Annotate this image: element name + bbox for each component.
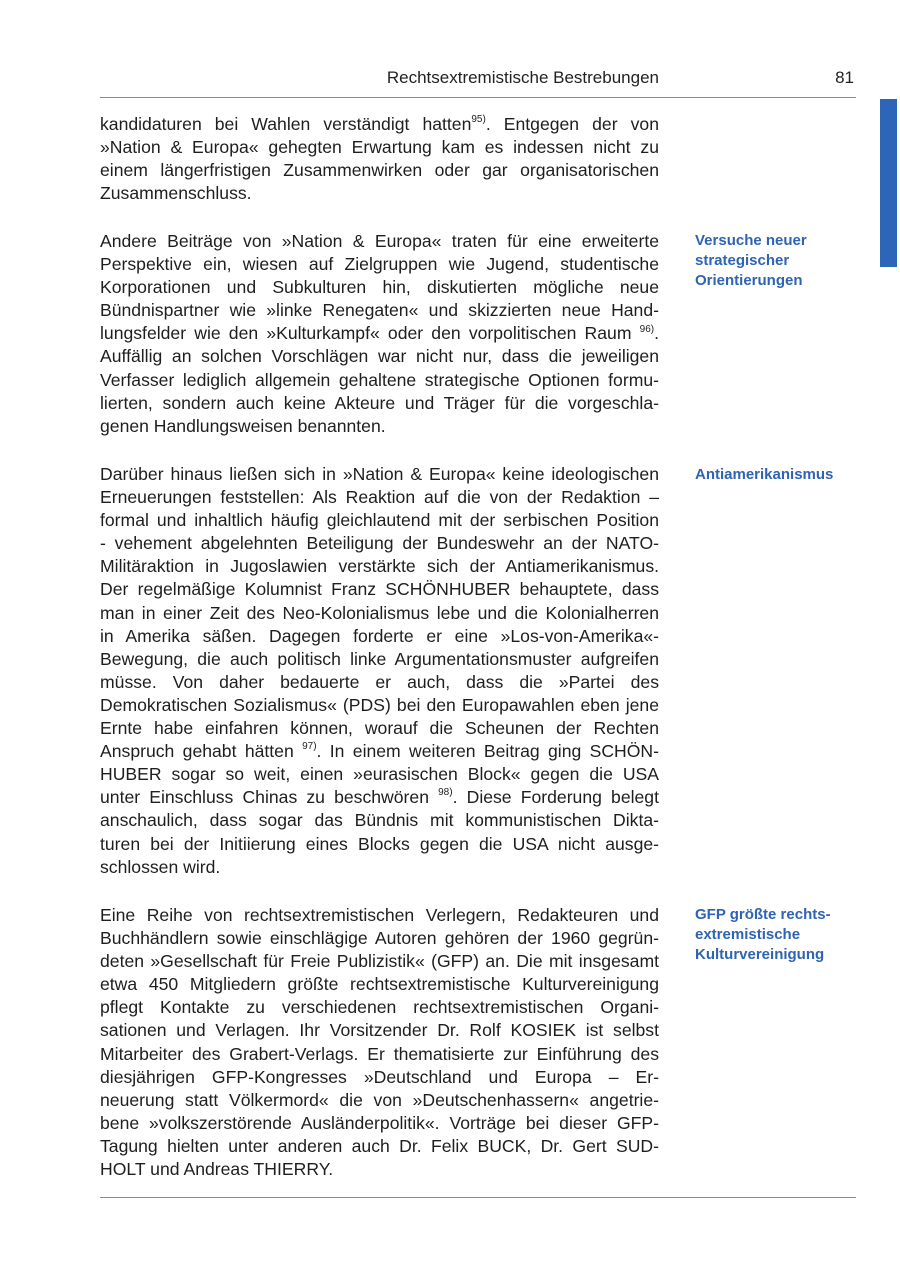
paragraph-2 <box>100 230 659 438</box>
margin-note-line: Versuche neuer <box>695 232 807 249</box>
text-line: Eine Reihe von rechtsextremistischen Verlegern, Redakteuren und <box>100 905 659 925</box>
header-rule <box>100 97 856 98</box>
text-line: Militäraktion in Jugoslawien verstärkte sich der Antiamerikanismus. <box>100 556 659 577</box>
text-line: »Nation & Europa« gehegten Erwartung kam es indessen nicht zu <box>100 137 659 158</box>
text-line: - vehement abgelehnten Beteiligung der Bundeswehr an der NATO- <box>100 533 659 554</box>
text-line: Verfasser lediglich allgemein gehaltene strategische Optionen formu- <box>100 369 659 390</box>
text-line: kandidaturen bei Wahlen verständigt hatten$^{95)}$. Entgegen der von <box>100 114 659 134</box>
text-line: turen bei der Initiierung eines Blocks gegen die USA nicht ausge- <box>100 833 659 854</box>
margin-note-line: GFP größte rechts- <box>695 906 831 923</box>
text-line: HOLT und Andreas THIERRY. <box>100 1159 334 1180</box>
text-line: sationen und Verlagen. Ihr Vorsitzender Dr. Rolf KOSIEK ist selbst <box>100 1020 659 1041</box>
text-line: Bewegung, die auch politisch linke Argumentationsmuster aufgreifen <box>100 648 659 669</box>
text-line: deten »Gesellschaft für Freie Publizistik« (GFP) an. Die mit insgesamt <box>100 951 659 972</box>
text-line: Ernte habe einfahren können, worauf die Scheunen der Rechten <box>100 718 659 739</box>
text-line: schlossen wird. <box>100 856 221 877</box>
text-line: Mitarbeiter des Grabert-Verlags. Er thematisierte zur Einführung des <box>100 1043 659 1064</box>
text-line: Perspektive ein, wiesen auf Zielgruppen wie Jugend, studentische <box>100 254 659 275</box>
text-line: anschaulich, dass sogar das Bündnis mit kommunistischen Dikta- <box>100 810 659 831</box>
text-line: Erneuerungen feststellen: Als Reaktion auf die von der Redaktion – <box>100 487 659 508</box>
page-number: 81 <box>835 68 854 87</box>
text-line: Darüber hinaus ließen sich in »Nation & Europa« keine ideologischen <box>100 464 659 484</box>
margin-note-line: extremistische <box>695 926 801 943</box>
chapter-tab-marker <box>880 99 897 267</box>
margin-note-strategy <box>695 231 865 291</box>
text-line: unter Einschluss Chinas zu beschwören $^{98)}$. Diese Forderung belegt <box>100 787 659 808</box>
text-line: diesjährigen GFP-Kongresses »Deutschland und Europa – Er- <box>100 1066 659 1087</box>
footnote-ref: 95) <box>471 114 486 126</box>
margin-note-line: strategischer <box>695 252 790 269</box>
text-line: Andere Beiträge von »Nation & Europa« traten für eine erweiterte <box>100 231 659 251</box>
text-line: neuerung statt Völkermord« die von »Deutschenhassern« angetrie- <box>100 1089 659 1110</box>
text-line: Buchhändlern sowie einschlägige Autoren gehören der 1960 gegrün- <box>100 928 659 949</box>
running-header-title: Rechtsextremistische Bestrebungen <box>386 68 659 87</box>
text-line: Bündnispartner wie »linke Renegaten« und skizzierten neue Hand- <box>100 300 659 321</box>
footnote-ref: 98) <box>438 787 453 799</box>
text-line: Anspruch gehabt hätten $^{97)}$. In einem weiteren Beitrag ging SCHÖN- <box>100 741 659 762</box>
text-line: HUBER sogar so weit, einen »eurasischen Block« gegen die USA <box>100 764 659 785</box>
text-line: Korporationen und Subkulturen hin, diskutierten mögliche neue <box>100 277 659 298</box>
footnote-ref: 97) <box>302 741 317 753</box>
paragraph-3 <box>100 463 659 879</box>
text-line: etwa 450 Mitgliedern größte rechtsextremistische Kulturvereinigung <box>100 974 659 995</box>
text-line: formal und inhaltlich häufig gleichlautend mit der serbischen Position <box>100 510 659 531</box>
footnote-ref: 96) <box>639 323 655 335</box>
paragraph-4 <box>100 904 659 1181</box>
margin-note-antiamerikanismus <box>695 465 865 485</box>
footer-rule <box>100 1197 856 1198</box>
text-line: lierten, sondern auch keine Akteure und Träger für die vorgeschla- <box>100 392 659 413</box>
text-line: müsse. Von daher bedauerte er auch, dass die »Partei des <box>100 671 659 692</box>
margin-note-gfp <box>695 905 865 965</box>
text-line: in Amerika säßen. Dagegen forderte er eine »Los-von-Amerika«- <box>100 625 659 646</box>
text-line: bene »volkszerstörende Ausländerpolitik«. Vorträge bei dieser GFP- <box>100 1112 659 1133</box>
margin-note-line: Orientierungen <box>695 272 803 289</box>
paragraph-1 <box>100 113 659 205</box>
text-line: lungsfelder wie den »Kulturkampf« oder den vorpolitischen Raum $^{96)}$. <box>100 323 659 344</box>
margin-note-line: Antiamerikanismus <box>695 466 834 483</box>
text-line: Auffällig an solchen Vorschlägen war nicht nur, dass die jeweiligen <box>100 346 659 367</box>
text-line: man in einer Zeit des Neo-Kolonialismus lebe und die Kolonialherren <box>100 602 659 623</box>
text-line: pflegt Kontakte zu verschiedenen rechtsextremistischen Organi- <box>100 997 659 1018</box>
text-line: Demokratischen Sozialismus« (PDS) bei den Europawahlen eben jene <box>100 694 659 715</box>
margin-note-line: Kulturvereinigung <box>695 946 825 963</box>
text-line: genen Handlungsweisen benannten. <box>100 415 386 436</box>
text-line: Zusammenschluss. <box>100 183 252 204</box>
text-line: Der regelmäßige Kolumnist Franz SCHÖNHUBER behauptete, dass <box>100 579 659 600</box>
text-line: Tagung hielten unter anderen auch Dr. Felix BUCK, Dr. Gert SUD- <box>100 1135 659 1156</box>
text-line: einem längerfristigen Zusammenwirken oder gar organisatorischen <box>100 160 659 181</box>
